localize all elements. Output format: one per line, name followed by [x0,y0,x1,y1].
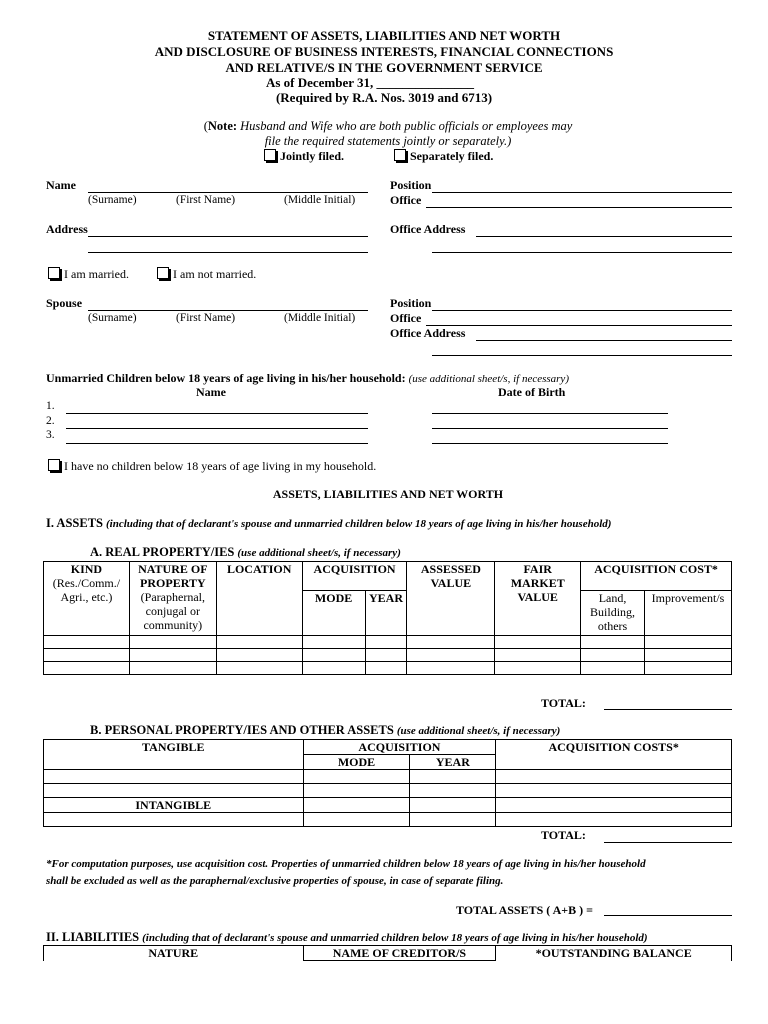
child-1-dob-field[interactable] [432,413,668,414]
office-label: Office [390,193,422,207]
office-field[interactable] [426,207,732,208]
child-row-number: 3. [46,429,55,441]
spouse-office-field[interactable] [426,325,732,326]
acquisition-costs-header: ACQUISITION COSTS* [496,740,732,770]
address-field-line1[interactable] [88,236,368,237]
spouse-middle-initial-caption: (Middle Initial) [284,312,356,324]
real-property-total-label: TOTAL: [541,696,586,710]
jointly-filed-option[interactable]: Jointly filed. [264,149,344,164]
child-1-name-field[interactable] [66,413,368,414]
pp-acquisition-header: ACQUISITION [303,740,496,755]
jointly-filed-checkbox[interactable] [264,149,276,161]
spouse-office-address-label: Office Address [390,326,466,340]
spouse-name-field[interactable] [88,310,368,311]
first-name-caption: (First Name) [176,194,236,206]
computation-footnote: *For computation purposes, use acquisition cost. Properties of unmarried children below 18 years of age living in his/her household shall be excluded as well as the paraphernal/exclusive properties of spouse, in case of separate filing. [46,858,646,887]
position-label: Position [390,178,432,192]
improvement-header: Improvement/s [645,591,732,636]
acquisition-cost-header: ACQUISITION COST* [581,562,732,591]
fair-market-value-header: FAIR MARKET VALUE [495,562,581,636]
not-married-option[interactable]: I am not married. [157,267,256,282]
kind-header: KIND (Res./Comm./ Agri., etc.) [44,562,130,636]
children-name-header: Name [196,385,226,399]
spouse-office-label: Office [390,311,422,325]
name-field[interactable] [88,192,368,193]
filing-note: (Note: Husband and Wife who are both public officials or employees may file the required statements jointly or separately.) [203,119,573,148]
child-2-dob-field[interactable] [432,428,668,429]
separately-filed-checkbox[interactable] [394,149,406,161]
address-label: Address [46,222,88,236]
as-of-date: As of December 31, _______________ [265,75,475,90]
creditors-header: NAME OF CREDITOR/S [303,946,496,961]
no-children-option[interactable]: I have no children below 18 years of age living in my household. [48,459,376,474]
liability-nature-header: NATURE [44,946,304,961]
note-label: Note: [207,119,238,133]
spouse-position-field[interactable] [432,310,732,311]
married-option[interactable]: I am married. [48,267,129,282]
form-title-line2: AND DISCLOSURE OF BUSINESS INTERESTS, FINANCIAL CONNECTIONS [154,44,614,59]
alnw-section-title: ASSETS, LIABILITIES AND NET WORTH [272,487,504,501]
form-title-line3: AND RELATIVE/S IN THE GOVERNMENT SERVICE [225,60,543,75]
child-row-number: 2. [46,415,55,427]
not-married-checkbox[interactable] [157,267,169,279]
office-address-field-line2[interactable] [432,252,732,253]
outstanding-balance-header: *OUTSTANDING BALANCE [496,946,732,961]
spouse-office-address-line1[interactable] [476,340,732,341]
children-dob-header: Date of Birth [498,385,566,399]
total-assets-label: TOTAL ASSETS ( A+B ) = [456,903,593,917]
table-row[interactable] [44,813,732,827]
no-children-checkbox[interactable] [48,459,60,471]
children-heading: Unmarried Children below 18 years of age living in his/her household: (use additional sheet/s, if necessary) [46,371,569,385]
spouse-position-label: Position [390,296,432,310]
child-3-name-field[interactable] [66,443,368,444]
office-address-field-line1[interactable] [476,236,732,237]
personal-property-total-label: TOTAL: [541,828,586,842]
intangible-header: INTANGIBLE [44,798,304,813]
liabilities-table [43,945,732,961]
spouse-office-address-line2[interactable] [432,355,732,356]
spouse-first-name-caption: (First Name) [176,312,236,324]
middle-initial-caption: (Middle Initial) [284,194,356,206]
table-row[interactable] [44,636,732,649]
mode-header: MODE [302,591,365,636]
form-title-line1: STATEMENT OF ASSETS, LIABILITIES AND NET WORTH [207,28,561,43]
real-property-total-field[interactable] [604,709,732,710]
pp-year-header: YEAR [410,755,496,770]
location-header: LOCATION [216,562,302,636]
tangible-header: TANGIBLE [44,740,304,770]
total-assets-field[interactable] [604,915,732,916]
married-checkbox[interactable] [48,267,60,279]
pp-mode-header: MODE [303,755,410,770]
real-property-table [43,561,732,675]
child-3-dob-field[interactable] [432,443,668,444]
land-building-header: Land, Building, others [581,591,645,636]
surname-caption: (Surname) [88,194,137,206]
name-label: Name [46,178,76,192]
table-row[interactable] [44,662,732,675]
child-2-name-field[interactable] [66,428,368,429]
separately-filed-option[interactable]: Separately filed. [394,149,493,164]
required-by: (Required by R.A. Nos. 3019 and 6713) [275,90,493,105]
spouse-surname-caption: (Surname) [88,312,137,324]
real-property-heading: A. REAL PROPERTY/IES (use additional sheet/s, if necessary) [90,545,401,559]
assets-heading: I. ASSETS (including that of declarant's spouse and unmarried children below 18 years of age living in his/her household) [46,516,612,530]
liabilities-heading: II. LIABILITIES (including that of declarant's spouse and unmarried children below 18 years of age living in his/her household) [46,930,648,944]
position-field[interactable] [432,192,732,193]
table-row[interactable] [44,784,732,798]
spouse-label: Spouse [46,296,83,310]
table-row[interactable] [44,770,732,784]
assessed-value-header: ASSESSED VALUE [407,562,495,636]
personal-property-heading: B. PERSONAL PROPERTY/IES AND OTHER ASSETS (use additional sheet/s, if necessary) [90,723,561,737]
office-address-label: Office Address [390,222,466,236]
acquisition-header: ACQUISITION [302,562,407,591]
table-row[interactable] [44,649,732,662]
year-header: YEAR [365,591,407,636]
nature-header: NATURE OF PROPERTY (Paraphernal, conjugal or community) [129,562,216,636]
address-field-line2[interactable] [88,252,368,253]
personal-property-total-field[interactable] [604,842,732,843]
child-row-number: 1. [46,400,55,412]
personal-property-table [43,739,732,827]
